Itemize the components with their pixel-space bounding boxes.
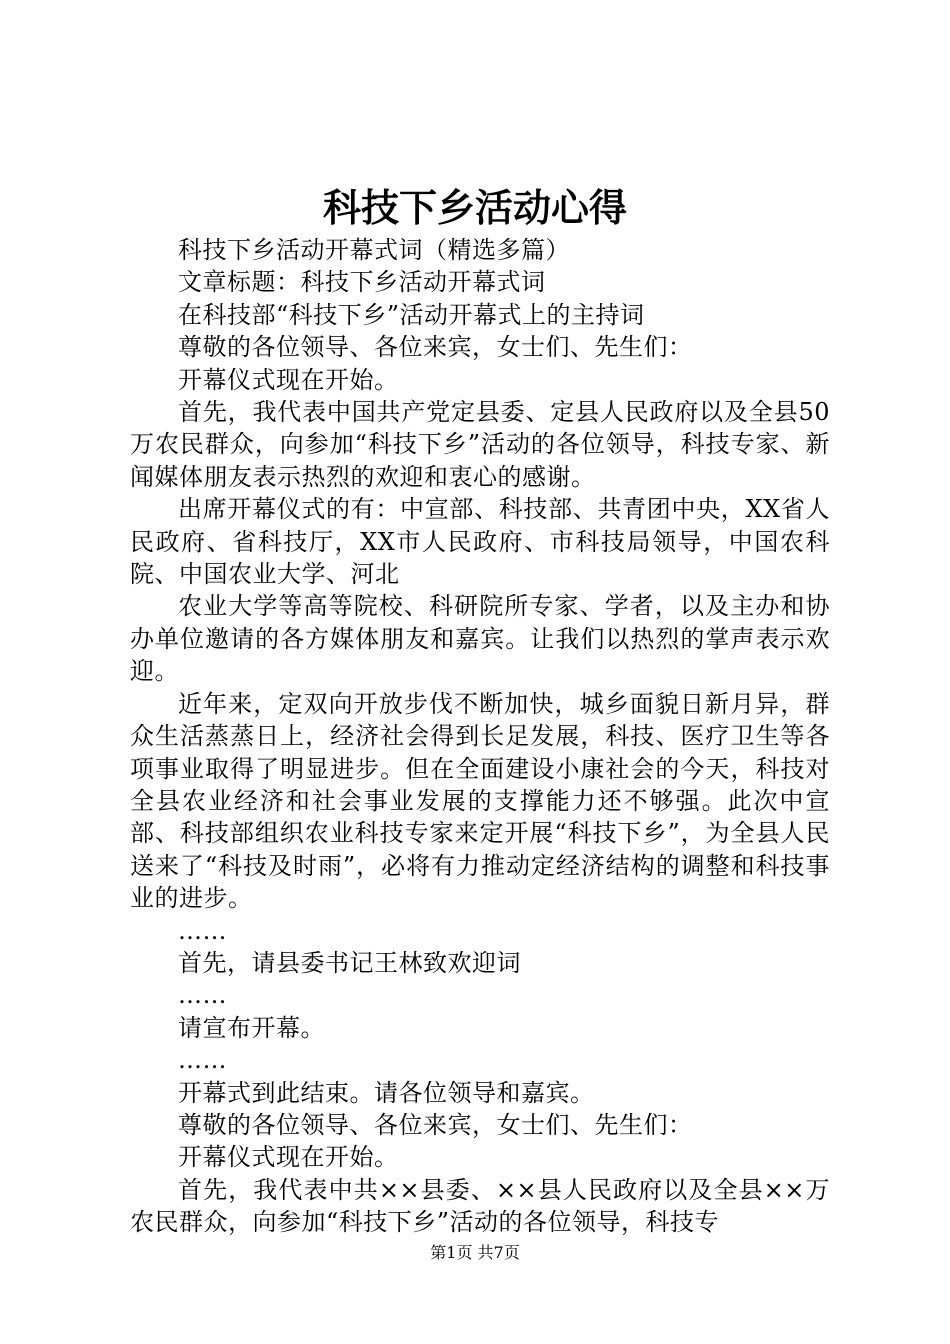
document-body xyxy=(130,234,830,1239)
document-title: 科技下乡活动心得 xyxy=(322,185,627,230)
paragraph: 尊敬的各位领导、各位来宾，女士们、先生们： xyxy=(178,1110,693,1139)
paragraph: 开幕式到此结束。请各位领导和嘉宾。 xyxy=(178,1078,595,1107)
paragraph: …… xyxy=(178,916,227,945)
page-number-footer: 第1页 共7页 xyxy=(430,1243,520,1262)
paragraph: 农业大学等高等院校、科研院所专家、学者，以及主办和协办单位邀请的各方媒体朋友和嘉宾。让我们以热烈的掌声表示欢迎。 xyxy=(130,592,830,686)
paragraph: 出席开幕仪式的有：中宣部、科技部、共青团中央，XX省人民政府、省科技厅，XX市人民政府、市科技局领导，中国农科院、中国农业大学、河北 xyxy=(130,495,830,589)
paragraph: 尊敬的各位领导、各位来宾，女士们、先生们： xyxy=(178,333,693,362)
paragraph: …… xyxy=(178,981,227,1010)
paragraph: 首先，我代表中共××县委、××县人民政府以及全县××万农民群众，向参加“科技下乡”活动的各位领导，科技专 xyxy=(130,1175,830,1237)
paragraph: 文章标题：科技下乡活动开幕式词 xyxy=(178,268,546,297)
paragraph: 首先，我代表中国共产党定县委、定县人民政府以及全县50万农民群众，向参加“科技下乡”活动的各位领导，科技专家、新闻媒体朋友表示热烈的欢迎和衷心的感谢。 xyxy=(130,398,830,491)
paragraph: 近年来，定双向开放步伐不断加快，城乡面貌日新月异，群众生活蒸蒸日上，经济社会得到长足发展，科技、医疗卫生等各项事业取得了明显进步。但在全面建设小康社会的今天，科技对全县农业经济和社会事业发展的支撑能力还不够强。此次中宣部、科技部组织农业科技专家来定开展“科技下乡”，为全县人民送来了“科技及时雨”，必将有力推动定经济结构的调整和科技事业的进步。 xyxy=(130,689,830,913)
paragraph: 开幕仪式现在开始。 xyxy=(178,1143,399,1172)
paragraph: 请宣布开幕。 xyxy=(178,1013,325,1042)
paragraph: 在科技部“科技下乡”活动开幕式上的主持词 xyxy=(178,300,645,329)
paragraph: 开幕仪式现在开始。 xyxy=(178,365,399,394)
paragraph: …… xyxy=(178,1046,227,1075)
paragraph: 首先，请县委书记王林致欢迎词 xyxy=(178,948,521,977)
paragraph: 科技下乡活动开幕式词（精选多篇） xyxy=(178,236,570,264)
